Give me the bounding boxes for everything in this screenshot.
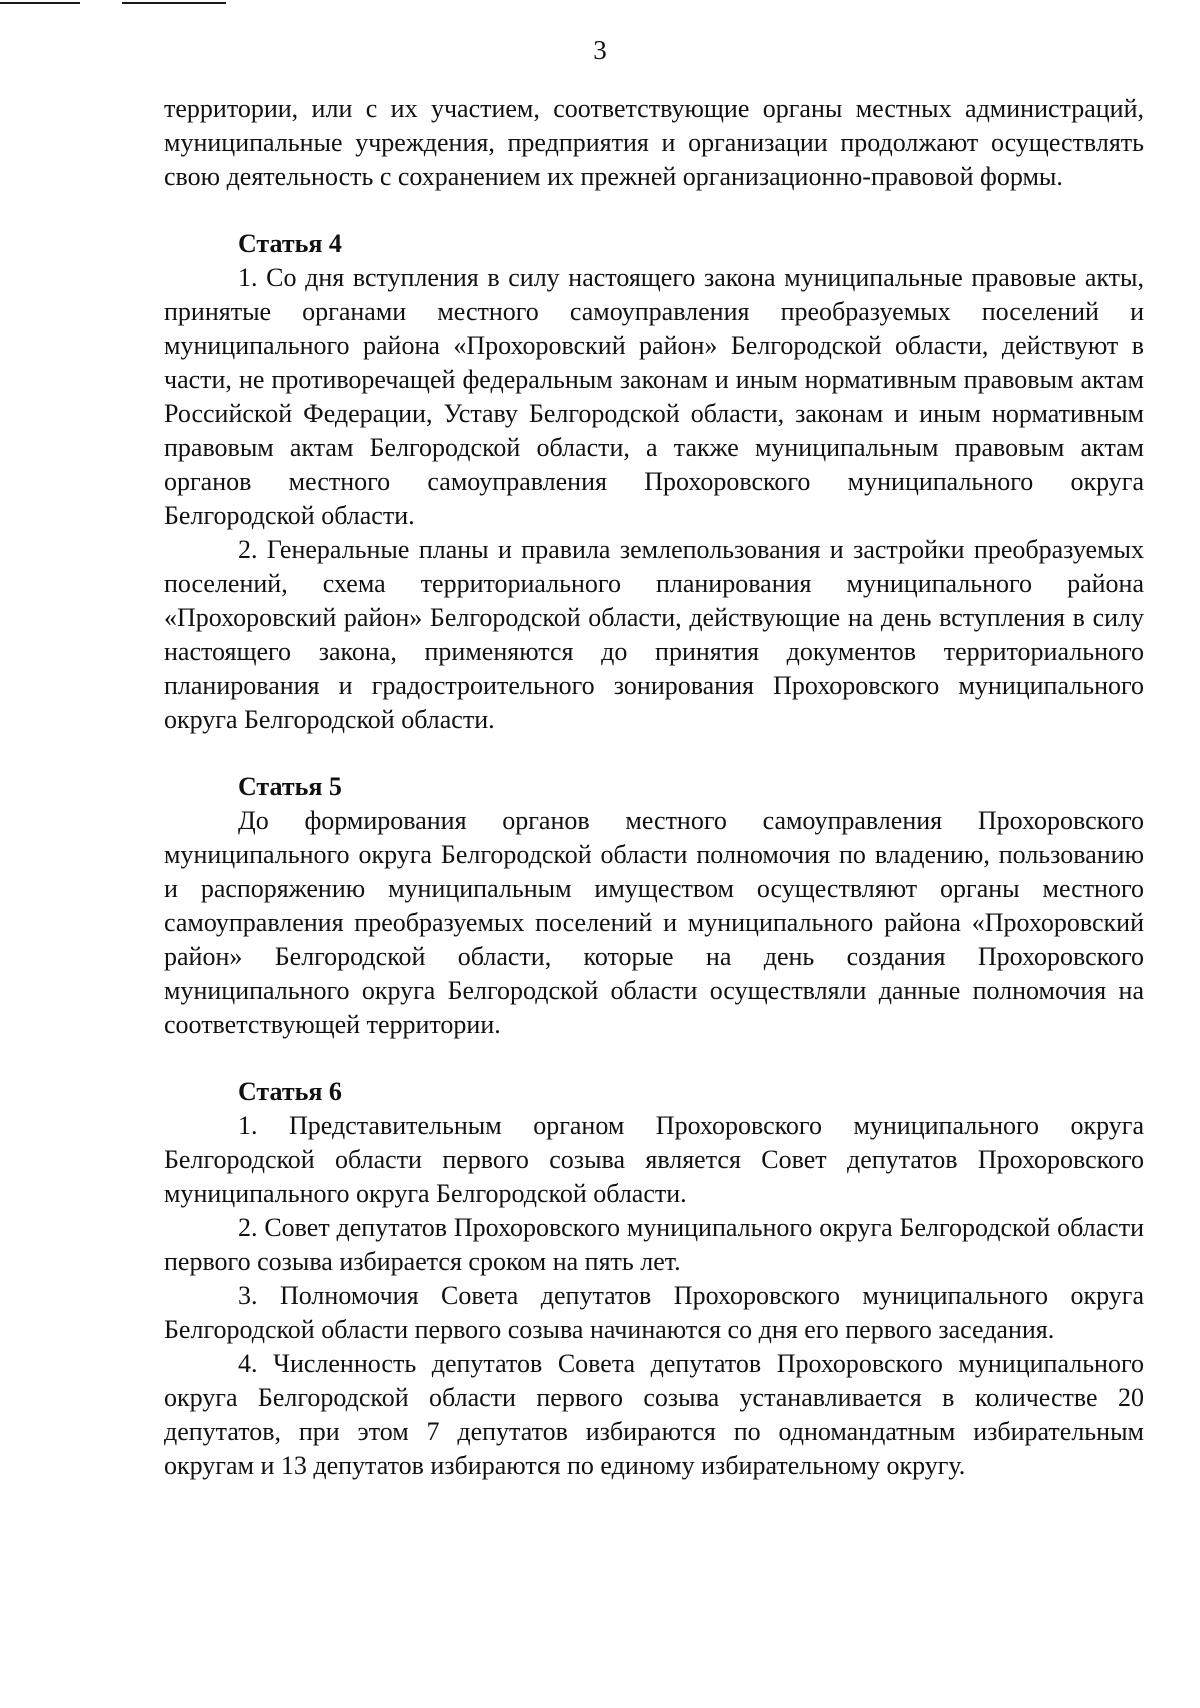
article-6-heading: Статья 6	[238, 1077, 342, 1106]
scan-edge-line-left	[0, 2, 80, 4]
article-6-paragraph-2: 2. Совет депутатов Прохоровского муниципального округа Белгородской области первого созыва избирается сроком на пять лет.	[164, 1213, 1144, 1276]
article-4-paragraph-1: 1. Со дня вступления в силу настоящего закона муниципальные правовые акты, принятые органами местного самоуправления преобразуемых поселений и муниципального района «Прохоровский район» Белгородской области, действуют в части, не противоречащей федеральным законам и иным нормативным правовым актам Российской Федерации, Уставу Белгородской области, законам и иным нормативным правовым актам Белгородской области, а также муниципальным правовым актам органов местного самоуправления Прохоровского муниципального округа Белгородской области.	[164, 263, 1144, 530]
scan-edge-line-middle	[122, 2, 226, 4]
article-5-paragraph-1: До формирования органов местного самоуправления Прохоровского муниципального округа Белгородской области полномочия по владению, пользованию и распоряжению муниципальным имуществом осуществляют органы местного самоуправления преобразуемых поселений и муниципального района «Прохоровский район» Белгородской области, которые на день создания Прохоровского муниципального округа Белгородской области осуществляли данные полномочия на соответствующей территории.	[164, 806, 1144, 1039]
page-number: 3	[593, 35, 607, 65]
article-6-paragraph-1: 1. Представительным органом Прохоровского муниципального округа Белгородской области первого созыва является Совет депутатов Прохоровского муниципального округа Белгородской области.	[164, 1111, 1144, 1208]
article-5-heading: Статья 5	[238, 772, 342, 801]
article-4-heading: Статья 4	[238, 229, 342, 258]
document-body	[164, 92, 1144, 1483]
article-4-paragraph-2: 2. Генеральные планы и правила землепользования и застройки преобразуемых поселений, схема территориального планирования муниципального района «Прохоровский район» Белгородской области, действующие на день вступления в силу настоящего закона, применяются до принятия документов территориального планирования и градостроительного зонирования Прохоровского муниципального округа Белгородской области.	[164, 535, 1144, 734]
article-6-paragraph-4: 4. Численность депутатов Совета депутатов Прохоровского муниципального округа Белгородской области первого созыва устанавливается в количестве 20 депутатов, при этом 7 депутатов избираются по одномандатным избирательным округам и 13 депутатов избираются по единому избирательному округу.	[164, 1349, 1144, 1480]
intro-paragraph: территории, или с их участием, соответствующие органы местных администраций, муниципальные учреждения, предприятия и организации продолжают осуществлять свою деятельность с сохранением их прежней организационно-правовой формы.	[164, 94, 1144, 191]
article-6-paragraph-3: 3. Полномочия Совета депутатов Прохоровского муниципального округа Белгородской области первого созыва начинаются со дня его первого заседания.	[164, 1281, 1144, 1344]
